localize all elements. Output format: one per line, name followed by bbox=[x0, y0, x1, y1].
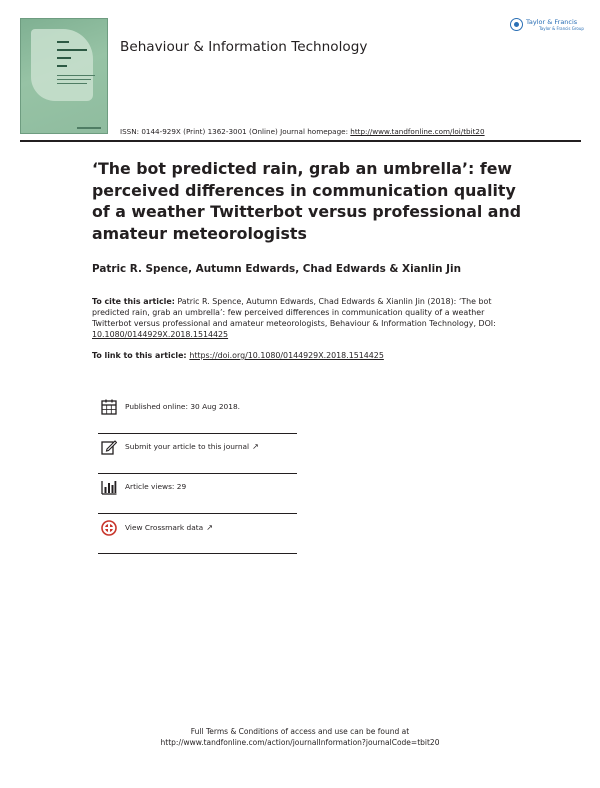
taylor-francis-logo-icon[interactable] bbox=[510, 18, 582, 36]
article-views-text: Article views: 29 bbox=[125, 482, 187, 491]
crossmark-link[interactable] bbox=[125, 523, 213, 532]
info-divider bbox=[98, 433, 297, 434]
article-authors: Patric R. Spence, Autumn Edwards, Chad Edwards & Xianlin Jin bbox=[92, 263, 461, 275]
crossmark-label: View Crossmark data bbox=[125, 523, 204, 532]
external-link-icon: ↗ bbox=[252, 442, 259, 451]
journal-cover-image bbox=[20, 18, 108, 134]
submit-article-row[interactable] bbox=[98, 439, 298, 473]
journal-homepage-link[interactable]: http://www.tandfonline.com/loi/tbit20 bbox=[350, 127, 485, 136]
crossmark-row[interactable] bbox=[98, 520, 298, 554]
cite-label: To cite this article: bbox=[92, 297, 175, 306]
article-views-row bbox=[98, 479, 298, 513]
info-divider bbox=[98, 473, 297, 474]
info-divider bbox=[98, 553, 297, 554]
citation-block bbox=[92, 296, 512, 340]
footer-terms-link[interactable]: http://www.tandfonline.com/action/journalInformation?journalCode=tbit20 bbox=[160, 738, 440, 747]
link-label: To link to this article: bbox=[92, 351, 190, 360]
submit-article-label: Submit your article to this journal bbox=[125, 442, 250, 451]
publisher-name: Taylor & Francis bbox=[526, 18, 578, 26]
info-divider bbox=[98, 513, 297, 514]
header-divider bbox=[20, 140, 581, 142]
article-url-link[interactable]: https://doi.org/10.1080/0144929X.2018.1514425 bbox=[189, 351, 384, 360]
external-link-icon: ↗ bbox=[206, 523, 213, 532]
edit-icon bbox=[101, 439, 117, 455]
article-title: ‘The bot predicted rain, grab an umbrella’: few perceived differences in communication quality of a weather Twitterbot versus professional and amateur meteorologists bbox=[92, 159, 522, 243]
calendar-icon bbox=[101, 399, 117, 415]
crossmark-icon bbox=[101, 520, 117, 536]
footer bbox=[0, 726, 600, 748]
publisher-tagline: Taylor & Francis Group bbox=[539, 26, 584, 31]
submit-article-link[interactable] bbox=[125, 442, 259, 451]
issn-text: ISSN: 0144-929X (Print) 1362-3001 (Online) Journal homepage: bbox=[120, 127, 351, 136]
doi-link[interactable]: 10.1080/0144929X.2018.1514425 bbox=[92, 330, 229, 339]
issn-line bbox=[120, 127, 485, 136]
journal-title[interactable]: Behaviour & Information Technology bbox=[120, 39, 368, 55]
article-link-line bbox=[92, 351, 384, 360]
published-online-row bbox=[98, 399, 298, 433]
footer-terms-text: Full Terms & Conditions of access and use can be found at bbox=[190, 727, 410, 736]
bar-chart-icon bbox=[101, 479, 117, 495]
cite-text: Patric R. Spence, Autumn Edwards, Chad Edwards & Xianlin Jin (2018): ‘The bot predicted rain, grab an umbrella’: few perceived differences in communication quality of a weather Twitterbot versus professional and amateur meteorologists, Behaviour & Information Technology, DOI: bbox=[92, 297, 496, 328]
published-online-text: Published online: 30 Aug 2018. bbox=[125, 402, 241, 411]
